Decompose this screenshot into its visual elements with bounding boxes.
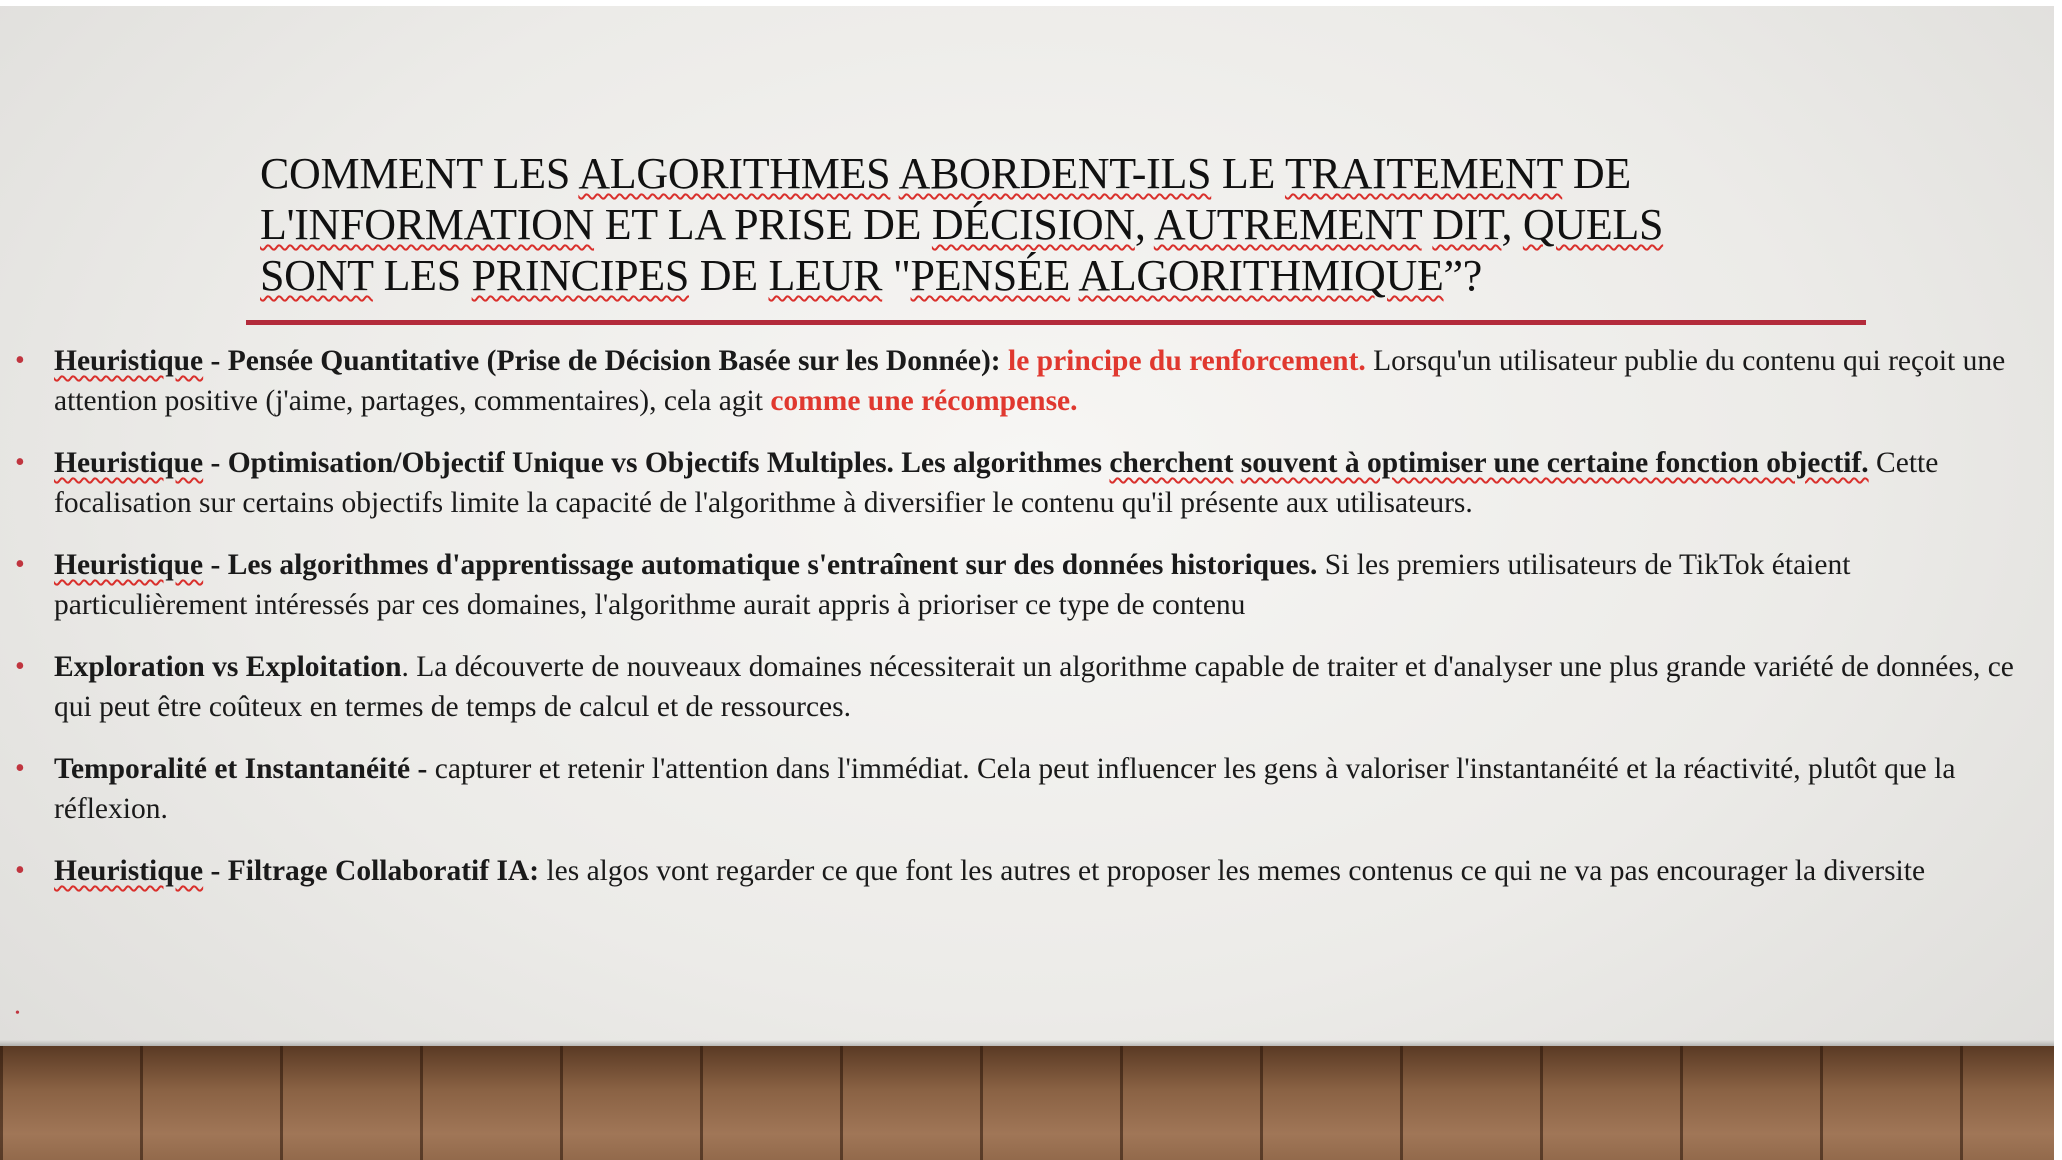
empty-bullet-dot-icon[interactable]: • bbox=[15, 1006, 20, 1021]
text-run: - Filtrage Collaboratif IA: bbox=[203, 855, 540, 887]
wood-floor-decoration bbox=[0, 1046, 2054, 1160]
text-run: Exploration vs Exploitation bbox=[54, 651, 402, 683]
bullet-text bbox=[54, 345, 2005, 417]
text-run: LEUR bbox=[768, 251, 883, 300]
text-run: Si les premiers utilisateurs de TikTok étaient particulièrement intéressés par ces domaines, l'algorithme aurait appris à prioriser ce type de contenu bbox=[54, 549, 1851, 621]
text-run: - Pensée Quantitative (Prise de Décision Basée sur les Donnée): bbox=[203, 345, 1008, 377]
text-run: cherchent bbox=[1109, 447, 1234, 479]
text-run: LES bbox=[372, 251, 472, 300]
text-run: Lorsqu'un utilisateur publie du contenu qui reçoit une attention positive (j'aime, partages, commentaires), cela agit bbox=[54, 345, 2006, 417]
text-run: PENSÉE bbox=[910, 251, 1071, 300]
text-run bbox=[1233, 447, 1240, 479]
text-run: ALGORITHMIQUE bbox=[1078, 251, 1444, 300]
text-run: " bbox=[882, 251, 911, 300]
slide[interactable] bbox=[0, 6, 2054, 1160]
bullet-item-exploration[interactable] bbox=[0, 647, 2040, 727]
text-run: Heuristique bbox=[54, 549, 204, 581]
bullet-text bbox=[54, 855, 1925, 887]
text-run: Temporalité et Instantanéité - bbox=[54, 753, 435, 785]
title-line-2 bbox=[260, 199, 1820, 250]
text-run: ET LA PRISE DE bbox=[594, 200, 932, 249]
text-run: L'INFORMATION bbox=[260, 200, 595, 249]
text-run: les algos vont regarder ce que font les autres et proposer les memes contenus ce qui ne va pas encourager la diversite bbox=[539, 855, 1926, 887]
bullet-dot-icon: • bbox=[15, 345, 25, 376]
text-run bbox=[1422, 200, 1433, 249]
text-run: DE bbox=[689, 251, 769, 300]
slide-title[interactable] bbox=[260, 148, 1820, 301]
bullet-dot-icon: • bbox=[15, 447, 25, 478]
text-run: ABORDENT-ILS bbox=[898, 149, 1212, 198]
text-run: Heuristique bbox=[54, 855, 204, 887]
bullet-dot-icon: • bbox=[15, 651, 25, 682]
bullet-item-heuristique-renforcement[interactable] bbox=[0, 341, 2040, 421]
bullet-dot-icon: • bbox=[15, 855, 25, 886]
bullet-item-heuristique-apprentissage[interactable] bbox=[0, 545, 2040, 625]
bullet-item-filtrage-collaboratif[interactable] bbox=[0, 851, 2040, 891]
bullet-item-heuristique-optimisation[interactable] bbox=[0, 443, 2040, 523]
text-run: Heuristique bbox=[54, 345, 204, 377]
text-run: . La découverte de nouveaux domaines nécessiterait un algorithme capable de traiter et d'analyser une plus grande variété de données, ce qui peut être coûteux en termes de temps de calcul et de ressources. bbox=[54, 651, 2014, 723]
title-line-1 bbox=[260, 148, 1820, 199]
text-run: le principe du renforcement. bbox=[1008, 345, 1366, 377]
text-run bbox=[890, 149, 898, 198]
bullet-text bbox=[54, 651, 2014, 723]
text-run: , bbox=[1501, 200, 1523, 249]
bullet-dot-icon: • bbox=[15, 549, 25, 580]
text-run: DIT bbox=[1432, 200, 1502, 249]
text-run: SONT bbox=[260, 251, 373, 300]
text-run: , bbox=[1134, 200, 1154, 249]
text-run: comme une récompense. bbox=[770, 385, 1078, 417]
bullet-text bbox=[54, 753, 1955, 825]
window-edge bbox=[2054, 0, 2062, 1160]
text-run: Cette focalisation sur certains objectifs limite la capacité de l'algorithme à diversifier le contenu qu'il présente aux utilisateurs. bbox=[54, 447, 1939, 519]
text-run: QUELS bbox=[1522, 200, 1664, 249]
text-run: PRINCIPES bbox=[471, 251, 690, 300]
bullet-text bbox=[54, 447, 1938, 519]
text-run: TRAITEMENT bbox=[1284, 149, 1563, 198]
text-run: souvent à optimiser une certaine fonction objectif. bbox=[1240, 447, 1869, 479]
title-underline-rule bbox=[246, 320, 1866, 325]
text-run: Heuristique bbox=[54, 447, 204, 479]
bullet-dot-icon: • bbox=[15, 753, 25, 784]
text-run: DÉCISION bbox=[931, 200, 1135, 249]
text-run: COMMENT LES bbox=[260, 149, 579, 198]
text-run: AUTREMENT bbox=[1153, 200, 1422, 249]
text-run: DE bbox=[1562, 149, 1631, 198]
text-run: - Optimisation/Objectif Unique vs Objectifs Multiples. Les algorithmes bbox=[203, 447, 1110, 479]
text-run: ”? bbox=[1443, 251, 1483, 300]
bullet-item-temporalite[interactable] bbox=[0, 749, 2040, 829]
bullet-list[interactable] bbox=[0, 341, 2040, 913]
text-run: LE bbox=[1211, 149, 1285, 198]
bullet-text bbox=[54, 549, 1850, 621]
title-line-3 bbox=[260, 250, 1820, 301]
text-run: ALGORITHMES bbox=[578, 149, 891, 198]
text-run: - Les algorithmes d'apprentissage automatique s'entraînent sur des données historiques. bbox=[203, 549, 1318, 581]
text-run: capturer et retenir l'attention dans l'immédiat. Cela peut influencer les gens à valoriser l'instantanéité et la réactivité, plutôt que la réflexion. bbox=[54, 753, 1956, 825]
